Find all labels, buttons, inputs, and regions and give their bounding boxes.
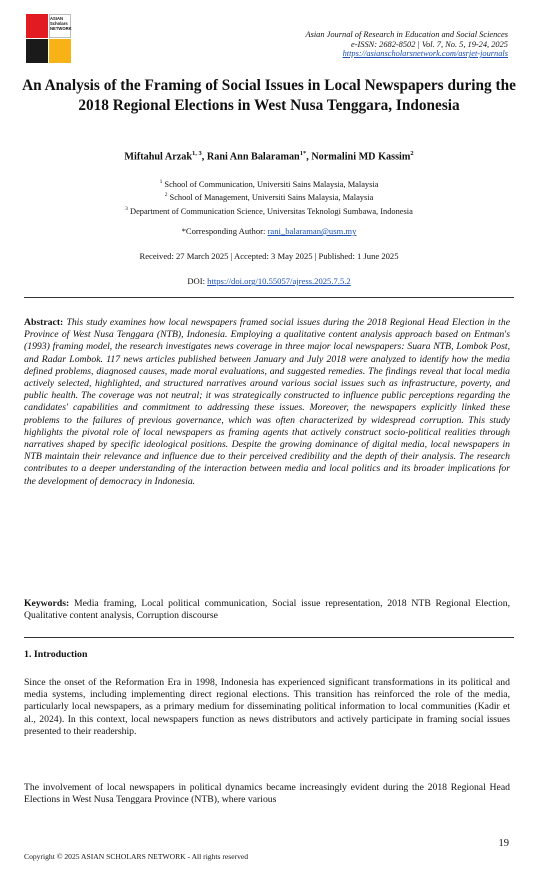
corresponding-author: *Corresponding Author: rani_balaraman@usm.my [181, 226, 357, 236]
abstract-label: Abstract: [24, 317, 64, 328]
keywords-label: Keywords: [24, 598, 70, 609]
divider [24, 297, 514, 298]
copyright-footer: Copyright © 2025 ASIAN SCHOLARS NETWORK - All rights reserved [24, 852, 249, 861]
publication-dates: Received: 27 March 2025 | Accepted: 3 May 2025 | Published: 1 June 2025 [139, 251, 399, 261]
journal-logo [26, 14, 72, 64]
intro-paragraph: Since the onset of the Reformation Era in 1998, Indonesia has experienced significant transformations in its political and media systems, including implementing direct regional elections. This transition has reinforced the role of the media, particularly local newspapers, as a primary medium for disseminating political information to local communities (Kadir et al., 2024). In this context, local newspapers function as news distributors and actively participate in framing social issues presented to their readership. [24, 677, 510, 737]
doi-line: DOI: https://doi.org/10.55057/ajress.2025.7.5.2 [187, 276, 351, 286]
corresponding-email-link[interactable]: rani_balaraman@usm.my [267, 226, 357, 236]
affiliation: $^3$ Department of Communication Science, Universitas Teknologi Sumbawa, Indonesia [125, 205, 413, 216]
journal-issn: e-ISSN: 2682-8502 | Vol. 7, No. 5, 19-24, 2025 [351, 39, 508, 49]
author-name: Miftahul Arzak [124, 151, 193, 163]
paper-title: An Analysis of the Framing of Social Issues in Local Newspapers during the 2018 Regional Elections in West Nusa Tenggara, Indonesia [22, 77, 516, 114]
page-number: 19 [498, 838, 509, 849]
divider [24, 637, 514, 638]
logo-text: ASIAN Scholars NETWORK [50, 16, 72, 31]
abstract [24, 317, 510, 488]
journal-url[interactable]: https://asianscholarsnetwork.com/asrjet-journals [342, 49, 508, 59]
journal-name: Asian Journal of Research in Education and Social Sciences [305, 30, 508, 39]
affiliation: $^2$ School of Management, Universiti Sains Malaysia, Malaysia [164, 192, 374, 203]
author-list: Miftahul Arzak$^{1, 3}$, Rani Ann Balaraman$^{1*}$, Normalini MD Kassim$^2$ [124, 150, 414, 163]
keywords [24, 598, 510, 622]
doi-link[interactable]: https://doi.org/10.55057/ajress.2025.7.5.2 [207, 276, 351, 286]
keywords-text: Media framing, Local political communication, Social issue representation, 2018 NTB Regional Election, Qualitative content analysis, Corruption discourse [24, 598, 510, 622]
abstract-text: This study examines how local newspapers framed social issues during the 2018 Regional Head Election in the Province of West Nusa Tenggara (NTB), Indonesia. Employing a qualitative content analysis approach based on Entman's (1993) framing model, the research investigates news coverage in three major local newspapers: Suara NTB, Lombok Post, and Radar Lombok. 117 news articles published between January and July 2018 were analyzed to identify how the media defined problems, diagnosed causes, made moral evaluations, and suggested remedies. The findings reveal that local media actively selected, highlighted, and structured narratives around various social issues such as infrastructure, poverty, and public health. The coverage was not neutral; it was strategically constructed to influence public perceptions regarding the candidates' capabilities and commitment to addressing these issues. Moreover, the newspapers explicitly linked these problems to the failures of previous governance, which was often characterized by widespread corruption. This study highlights the pivotal role of local newspapers as framing agents that actively construct socio-political realities through narratives shaped by specific ideological positions. Despite the growing dominance of digital media, local newspapers in NTB maintain their relevance and influence due to their perceived credibility and the depth of their analysis. The research contributes to a deeper understanding of the interaction between media and local politics and its broader implications for the development of democracy in Indonesia. [24, 317, 510, 487]
journal-info [305, 30, 508, 59]
intro-paragraph: The involvement of local newspapers in political dynamics became increasingly evident during the 2018 Regional Head Elections in West Nusa Tenggara Province (NTB), where various [24, 782, 510, 806]
author-name: Rani Ann Balaraman [206, 151, 300, 163]
section-heading: 1. Introduction [24, 649, 88, 660]
author-name: Normalini MD Kassim [311, 151, 411, 163]
affiliation: $^1$ School of Communication, Universiti Sains Malaysia, Malaysia [159, 179, 379, 189]
affiliations [20, 177, 518, 217]
